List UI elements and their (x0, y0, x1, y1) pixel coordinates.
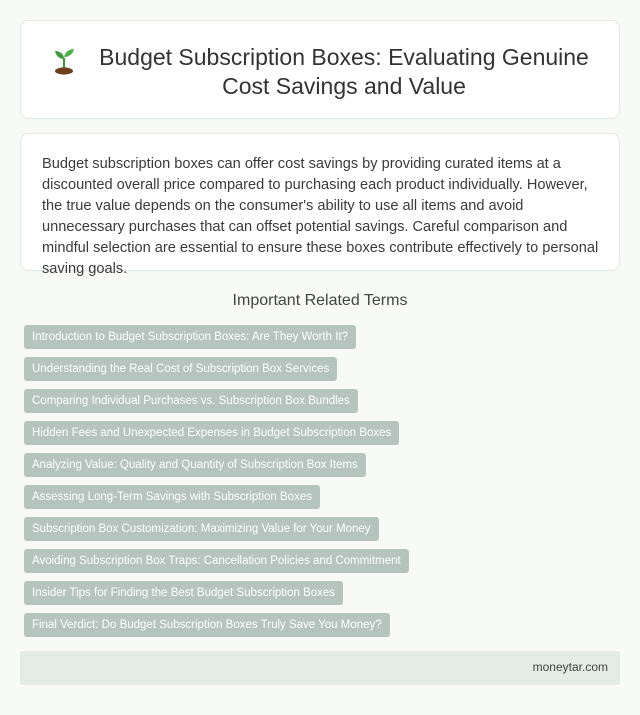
footer-site-name: moneytar.com (532, 660, 608, 674)
intro-card (20, 133, 620, 277)
terms-list (24, 325, 624, 645)
intro-paragraph: Budget subscription boxes can offer cost savings by providing curated items at a discounted overall price compared to purchasing each product individually. However, the true value depends on the consumer's ability to use all items and avoid unnecessary purchases that can offset potential savings. Careful comparison and mindful selection are essential to ensure these boxes contribute effectively to personal saving goals. (42, 156, 599, 277)
term-tag-customization[interactable]: Subscription Box Customization: Maximizing Value for Your Money (24, 517, 379, 541)
term-tag-hidden-fees[interactable]: Hidden Fees and Unexpected Expenses in Budget Subscription Boxes (24, 421, 399, 445)
term-tag-introduction[interactable]: Introduction to Budget Subscription Boxes: Are They Worth It? (24, 325, 356, 349)
terms-heading: Important Related Terms (232, 292, 408, 309)
term-tag-final-verdict[interactable]: Final Verdict: Do Budget Subscription Boxes Truly Save You Money? (24, 613, 390, 637)
title-wrap (49, 43, 599, 101)
term-tag-comparing[interactable]: Comparing Individual Purchases vs. Subscription Box Bundles (24, 389, 358, 413)
page-title: Budget Subscription Boxes: Evaluating Genuine Cost Savings and Value (99, 44, 589, 99)
term-tag-insider-tips[interactable]: Insider Tips for Finding the Best Budget Subscription Boxes (24, 581, 343, 605)
footer (20, 651, 620, 685)
term-tag-avoiding-traps[interactable]: Avoiding Subscription Box Traps: Cancellation Policies and Commitment (24, 549, 409, 573)
term-tag-long-term-savings[interactable]: Assessing Long-Term Savings with Subscription Boxes (24, 485, 320, 509)
header-card (20, 20, 620, 119)
term-tag-analyzing-value[interactable]: Analyzing Value: Quality and Quantity of Subscription Box Items (24, 453, 366, 477)
sprout-icon (49, 45, 79, 75)
term-tag-real-cost[interactable]: Understanding the Real Cost of Subscription Box Services (24, 357, 337, 381)
